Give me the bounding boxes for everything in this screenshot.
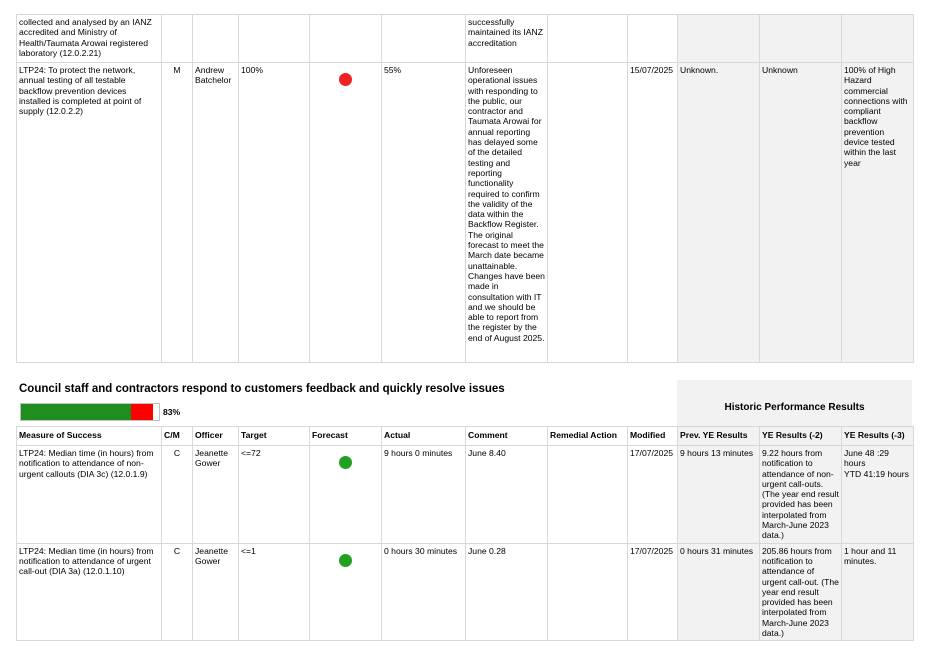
header-officer: Officer (193, 427, 239, 446)
comment-cell: June 0.28 (466, 543, 548, 641)
modified-cell: 17/07/2025 (628, 446, 678, 544)
comment-cell: successfully maintained its IANZ accreditation (466, 15, 548, 63)
forecast-cell (310, 63, 382, 363)
forecast-status-dot (339, 73, 352, 86)
header-actual: Actual (382, 427, 466, 446)
officer-cell: Andrew Batchelor (193, 63, 239, 363)
remedial-cell (548, 63, 628, 363)
ye2-cell: Unknown (760, 63, 842, 363)
cm-cell: C (162, 543, 193, 641)
forecast-cell (310, 543, 382, 641)
header-ye3: YE Results (-3) (842, 427, 914, 446)
header-comment: Comment (466, 427, 548, 446)
target-cell: 100% (239, 63, 310, 363)
backflow-measures-table (16, 14, 914, 363)
remedial-cell (548, 543, 628, 641)
ye3-cell: 100% of High Hazard commercial connections with compliant backflow prevention device tested within the last year (842, 63, 914, 363)
remedial-cell (548, 446, 628, 544)
progress-bar-achieved (21, 404, 131, 420)
cm-cell: M (162, 63, 193, 363)
target-cell (239, 15, 310, 63)
progress-bar (20, 403, 160, 421)
officer-cell (193, 15, 239, 63)
ye2-cell (760, 15, 842, 63)
measure-cell: collected and analysed by an IANZ accredited and Ministry of Health/Taumata Arowai registered laboratory (12.0.2.21) (17, 15, 162, 63)
header-forecast: Forecast (310, 427, 382, 446)
progress-percent: 83% (163, 407, 181, 417)
ye3-line: YTD 41:19 hours (844, 468, 909, 479)
remedial-cell (548, 15, 628, 63)
cm-cell: C (162, 446, 193, 544)
customer-response-measures-table (16, 426, 914, 641)
forecast-cell (310, 15, 382, 63)
officer-cell: Jeanette Gower (193, 446, 239, 544)
comment-cell: Unforeseen operational issues with responding to the public, our contractor and Taumata Arowai for annual reporting has delayed some of the detailed testing and reporting functionality required to confirm the validity of the data within the Backflow Register. The original forecast to meet the March date became unattainable. Changes have been made in consultation with IT and we should be able to report from the register by the end of August 2025. (466, 63, 548, 363)
measure-cell: LTP24: Median time (in hours) from notification to attendance of non-urgent callouts (DIA 3c) (12.0.1.9) (17, 446, 162, 544)
ye3-cell (842, 543, 914, 641)
cm-cell (162, 15, 193, 63)
modified-cell: 15/07/2025 (628, 63, 678, 363)
prev-ye-cell (678, 15, 760, 63)
ye3-cell (842, 446, 914, 544)
header-measure: Measure of Success (17, 427, 162, 446)
modified-cell (628, 15, 678, 63)
prev-ye-cell: 0 hours 31 minutes (678, 543, 760, 641)
table-row (17, 15, 914, 63)
ye3-line: 1 hour and 11 minutes. (844, 545, 897, 566)
table-header-row (17, 427, 914, 446)
forecast-status-dot (339, 554, 352, 567)
actual-cell: 9 hours 0 minutes (382, 446, 466, 544)
historic-results-title: Historic Performance Results (724, 402, 865, 413)
ye3-cell (842, 15, 914, 63)
header-cm: C/M (162, 427, 193, 446)
measure-cell: LTP24: Median time (in hours) from notification to attendance of urgent call-out (DIA 3a) (12.0.1.10) (17, 543, 162, 641)
ye2-cell: 9.22 hours from notification to attendance of non-urgent call-outs. (The year end result provided has been interpolated from March-June 2023 data.) (760, 446, 842, 544)
measure-cell: LTP24: To protect the network, annual testing of all testable backflow prevention devices installed is completed at point of supply (12.0.2.2) (17, 63, 162, 363)
actual-cell: 55% (382, 63, 466, 363)
header-target: Target (239, 427, 310, 446)
ye2-cell: 205.86 hours from notification to attendance of urgent call-out. (The year end result provided has been interpolated from March-June 2023 data.) (760, 543, 842, 641)
officer-cell: Jeanette Gower (193, 543, 239, 641)
target-cell: <=1 (239, 543, 310, 641)
actual-cell: 0 hours 30 minutes (382, 543, 466, 641)
header-prev-ye: Prev. YE Results (678, 427, 760, 446)
header-remedial: Remedial Action (548, 427, 628, 446)
actual-cell (382, 15, 466, 63)
forecast-cell (310, 446, 382, 544)
table-row (17, 543, 914, 641)
prev-ye-cell: 9 hours 13 minutes (678, 446, 760, 544)
target-cell: <=72 (239, 446, 310, 544)
table-row (17, 63, 914, 363)
header-modified: Modified (628, 427, 678, 446)
header-ye2: YE Results (-2) (760, 427, 842, 446)
ye3-line: June 48 :29 hours (844, 448, 889, 469)
modified-cell: 17/07/2025 (628, 543, 678, 641)
table-row (17, 446, 914, 544)
prev-ye-cell: Unknown. (678, 63, 760, 363)
comment-cell: June 8.40 (466, 446, 548, 544)
section-title: Council staff and contractors respond to customers feedback and quickly resolve issues (19, 383, 505, 395)
forecast-status-dot (339, 456, 352, 469)
progress-bar-remaining (131, 404, 154, 420)
historic-results-header (677, 380, 912, 426)
